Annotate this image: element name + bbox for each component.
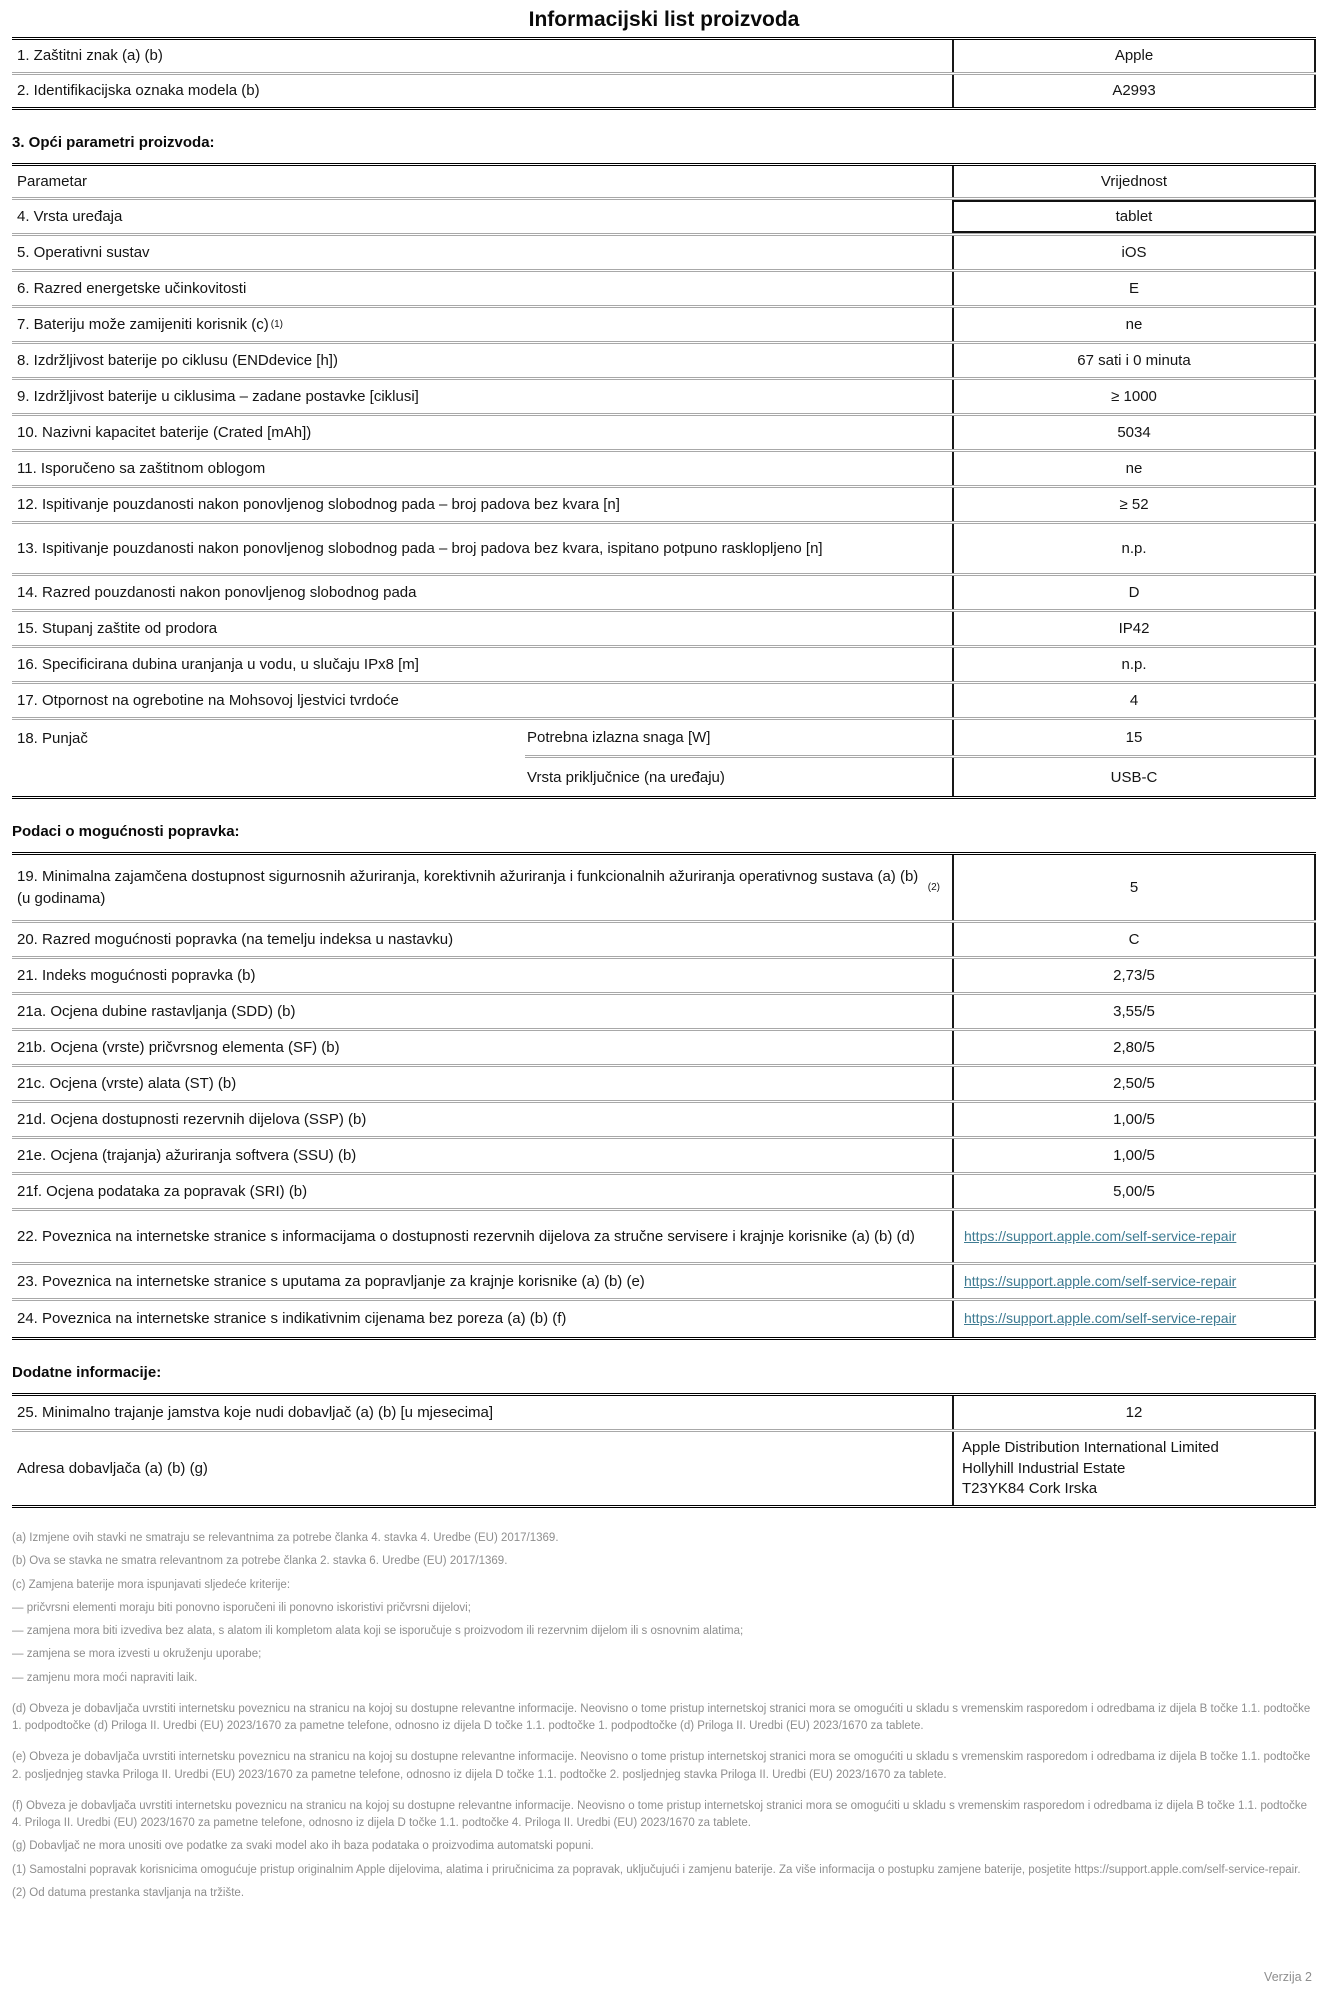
row-label: 23. Poveznica na internetske stranice s uputama za popravljanje za krajnje korisnike (a) (b) (e) (17, 1272, 645, 1290)
row-label: 13. Ispitivanje pouzdanosti nakon ponovljenog slobodnog pada – broj padova bez kvara, ispitano potpuno rasklopljeno [n] (17, 539, 823, 557)
sub-row-value: USB-C (952, 758, 1316, 796)
table-row (12, 1396, 1316, 1432)
row-label: 21b. Ocjena (vrste) pričvrsnog elementa (SF) (b) (17, 1038, 340, 1056)
section-heading-repair: Podaci o mogućnosti popravka: (12, 823, 240, 841)
table-row (12, 1103, 1316, 1139)
row-label: 25. Minimalno trajanje jamstva koje nudi dobavljač (a) (b) [u mjesecima] (17, 1403, 494, 1421)
row-label: 4. Vrsta uređaja (17, 207, 123, 225)
row-value: 12 (952, 1396, 1316, 1429)
row-value (952, 1301, 1316, 1337)
footnote-f: (f) Obveza je dobavljača uvrstiti internetsku poveznicu na stranicu na kojoj su dostupne relevantne informacije. Neovisno o tome pristup internetskoj stranici mora se omogućiti u skladu s vremenskim rasporedom i odredbama iz dijela B točke 1.1. podtočke 4. Priloga II. Uredbi (EU) 2023/1670 za pametne telefone, odnosno iz dijela D točke 1.1. podtočke 4. Priloga II. Uredbi (EU) 2023/1670 za tablete. (12, 1799, 1308, 1829)
repairability-table (12, 852, 1316, 1340)
table-header-row (12, 166, 1316, 201)
row-label: 11. Isporučeno sa zaštitnom oblogom (17, 459, 266, 477)
footnote-ref-2: (2) (927, 881, 940, 893)
row-label: 16. Specificirana dubina uranjanja u vodu, u slučaju IPx8 [m] (17, 655, 419, 673)
row-value: D (952, 576, 1316, 609)
row-label: Adresa dobavljača (a) (b) (g) (17, 1459, 208, 1477)
charger-sub-row (525, 720, 1316, 758)
section-heading-additional: Dodatne informacije: (12, 1364, 162, 1382)
row-label: 9. Izdržljivost baterije u ciklusima – zadane postavke [ciklusi] (17, 387, 419, 405)
row-label: 6. Razred energetske učinkovitosti (17, 279, 247, 297)
table-row (12, 488, 1316, 524)
row-label: 15. Stupanj zaštite od prodora (17, 619, 218, 637)
address-line: Hollyhill Industrial Estate (962, 1459, 1126, 1477)
section-heading-general: 3. Opći parametri proizvoda: (12, 133, 215, 151)
row-value: 2,73/5 (952, 959, 1316, 992)
row-value: 5 (952, 855, 1316, 920)
row-value: n.p. (952, 648, 1316, 681)
table-row (12, 576, 1316, 612)
repair-instructions-link[interactable]: https://support.apple.com/self-service-repair (964, 1272, 1237, 1289)
row-value: ne (952, 452, 1316, 485)
footnote-c-item: — zamjena mora biti izvediva bez alata, s alatom ili kompletom alata koji se isporučuje s proizvodom ili rezervnim dijelom ili s osnovnim alatima; (12, 1625, 744, 1637)
row-value: 3,55/5 (952, 995, 1316, 1028)
row-value: C (952, 923, 1316, 956)
address-line: Apple Distribution International Limited (962, 1439, 1219, 1457)
supplier-address (952, 1432, 1316, 1505)
row-label: 21a. Ocjena dubine rastavljanja (SDD) (b) (17, 1002, 296, 1020)
table-row (12, 1211, 1316, 1265)
footnote-c-item: — zamjenu mora moći napraviti laik. (12, 1671, 198, 1684)
table-row (12, 308, 1316, 344)
row-label: 22. Poveznica na internetske stranice s informacijama o dostupnosti rezervnih dijelova za stručne servisere i krajnje korisnike (a) (b) (d) (17, 1227, 915, 1245)
table-row (12, 995, 1316, 1031)
supplier-address-row (12, 1432, 1316, 1505)
table-row (12, 1139, 1316, 1175)
footnote-c: (c) Zamjena baterije mora ispunjavati sljedeće kriterije: (12, 1578, 291, 1591)
charger-sub-row (525, 758, 1316, 796)
table-row (12, 1031, 1316, 1067)
row-label: 5. Operativni sustav (17, 243, 150, 261)
table-row (12, 416, 1316, 452)
sub-row-label: Vrsta priključnice (na uređaju) (527, 768, 725, 786)
row-value (952, 1211, 1316, 1262)
charger-row (12, 720, 1316, 796)
table-row (12, 1265, 1316, 1301)
table-row (12, 1175, 1316, 1211)
additional-information-table (12, 1393, 1316, 1508)
row-value: 1,00/5 (952, 1103, 1316, 1136)
table-row (12, 380, 1316, 416)
row-value: 5034 (952, 416, 1316, 449)
table-row (12, 1067, 1316, 1103)
row-label: 18. Punjač (17, 730, 88, 748)
table-row (12, 1301, 1316, 1337)
row-value: ne (952, 308, 1316, 341)
row-label: 17. Otpornost na ogrebotine na Mohsovoj ljestvici tvrdoće (17, 691, 399, 709)
footnote-a: (a) Izmjene ovih stavki ne smatraju se relevantnima za potrebe članka 4. stavka 4. Uredbe (EU) 2017/1369. (12, 1532, 559, 1544)
table-row (12, 524, 1316, 576)
table-row (12, 612, 1316, 648)
column-header-parameter: Parametar (17, 172, 88, 190)
table-row (12, 959, 1316, 995)
table-row (12, 855, 1316, 923)
general-parameters-table (12, 163, 1316, 800)
row-label: 14. Razred pouzdanosti nakon ponovljenog slobodnog pada (17, 583, 417, 601)
row-value: IP42 (952, 612, 1316, 645)
footnote-ref-1: (1) (270, 318, 283, 330)
row-label: 21e. Ocjena (trajanja) ažuriranja softvera (SSU) (b) (17, 1146, 357, 1164)
row-value: 67 sati i 0 minuta (952, 344, 1316, 377)
table-row (12, 684, 1316, 720)
table-row (12, 272, 1316, 308)
footnote-b: (b) Ova se stavka ne smatra relevantnom za potrebe članka 2. stavka 6. Uredbe (EU) 2017/1369. (12, 1555, 508, 1568)
row-label: 24. Poveznica na internetske stranice s indikativnim cijenama bez poreza (a) (b) (f) (17, 1310, 567, 1328)
row-label: 21. Indeks mogućnosti popravka (b) (17, 966, 256, 984)
footnote-1: (1) Samostalni popravak korisnicima omogućuje pristup originalnim Apple dijelovima, alatima i priručnicima za popravak, uključujući i zamjenu baterije. Za više informacija o postupku zamjene baterije, posjetite https://support.apple.com/self-service-repair. (12, 1863, 1301, 1876)
row-value (952, 1265, 1316, 1298)
table-row (12, 236, 1316, 272)
row-label: 1. Zaštitni znak (a) (b) (17, 47, 163, 64)
row-label: 10. Nazivni kapacitet baterije (Crated [mAh]) (17, 423, 312, 441)
column-header-value: Vrijednost (952, 166, 1316, 198)
row-value: E (952, 272, 1316, 305)
row-label: 21f. Ocjena podataka za popravak (SRI) (b) (17, 1182, 308, 1200)
table-row (12, 200, 1316, 236)
row-value: 2,50/5 (952, 1067, 1316, 1100)
table-row (12, 452, 1316, 488)
footnote-c-item: — zamjena se mora izvesti u okruženju uporabe; (12, 1648, 262, 1661)
footnote-2: (2) Od datuma prestanka stavljanja na tržište. (12, 1886, 245, 1899)
sub-row-value: 15 (952, 720, 1316, 755)
row-value: n.p. (952, 524, 1316, 573)
footnote-c-item: — pričvrsni elementi moraju biti ponovno isporučeni ili ponovno iskoristivi pričvrsni dijelovi; (12, 1601, 471, 1614)
footnotes (12, 1530, 1316, 1902)
charger-subtable (525, 720, 1316, 796)
page-title: Informacijski list proizvoda (528, 8, 800, 31)
row-value: Apple (952, 40, 1316, 72)
table-row (12, 40, 1316, 75)
row-label: 21d. Ocjena dostupnosti rezervnih dijelova (SSP) (b) (17, 1110, 367, 1128)
identification-table (12, 37, 1316, 110)
table-row (12, 344, 1316, 380)
table-row (12, 648, 1316, 684)
row-value: A2993 (952, 75, 1316, 107)
indicative-prices-link[interactable]: https://support.apple.com/self-service-repair (964, 1310, 1237, 1327)
version-label: Verzija 2 (1264, 1970, 1312, 1984)
row-value: 4 (952, 684, 1316, 717)
row-value: ≥ 52 (952, 488, 1316, 521)
footnote-d: (d) Obveza je dobavljača uvrstiti internetsku poveznicu na stranicu na kojoj su dostupne relevantne informacije. Neovisno o tome pristup internetskoj stranici mora se omogućiti u skladu s vremenskim rasporedom i odredbama iz dijela B točke 1.1. podtočke 1. podpodtočke (d) Priloga II. Uredbi (EU) 2023/1670 za pametne telefone, odnosno iz dijela D točke 1.1. podtočke 1. podpodtočke (d) Priloga II. Uredbi (EU) 2023/1670 za tablete. (12, 1702, 1311, 1732)
table-row (12, 75, 1316, 107)
row-label-text: 19. Minimalna zajamčena dostupnost sigurnosnih ažuriranja, korektivnih ažuriranja i funkcionalnih ažuriranja operativnog sustava (a) (b) (u godinama) (17, 868, 919, 907)
row-label (12, 308, 952, 341)
row-label: 12. Ispitivanje pouzdanosti nakon ponovljenog slobodnog pada – broj padova bez kvara [n] (17, 495, 620, 513)
row-label: 8. Izdržljivost baterije po ciklusu (ENDdevice [h]) (17, 351, 338, 369)
spare-parts-link[interactable]: https://support.apple.com/self-service-repair (964, 1227, 1237, 1244)
table-row (12, 923, 1316, 959)
footnote-e: (e) Obveza je dobavljača uvrstiti internetsku poveznicu na stranicu na kojoj su dostupne relevantne informacije. Neovisno o tome pristup internetskoj stranici mora se omogućiti u skladu s vremenskim rasporedom i odredbama iz dijela B točke 1.1. podtočke 2. posljednjeg stavka Priloga II. Uredbi (EU) 2023/1670 za pametne telefone, odnosno iz dijela D točke 1.1. podtočke 2. posljednjeg stavka Priloga II. Uredbi (EU) 2023/1670 za tablete. (12, 1751, 1311, 1781)
address-line: T23YK84 Cork Irska (962, 1479, 1098, 1497)
row-value: ≥ 1000 (952, 380, 1316, 413)
row-value: iOS (952, 236, 1316, 269)
row-label: 21c. Ocjena (vrste) alata (ST) (b) (17, 1074, 237, 1092)
row-label: 20. Razred mogućnosti popravka (na temelju indeksa u nastavku) (17, 930, 454, 948)
sub-row-label: Potrebna izlazna snaga [W] (527, 729, 711, 747)
row-value: 5,00/5 (952, 1175, 1316, 1208)
footnote-g: (g) Dobavljač ne mora unositi ove podatke za svaki model ako ih baza podataka o proizvodima automatski popuni. (12, 1840, 594, 1853)
row-value: tablet (952, 200, 1316, 233)
row-label: 2. Identifikacijska oznaka modela (b) (17, 81, 260, 99)
row-label-text: 7. Bateriju može zamijeniti korisnik (c) (17, 315, 269, 333)
row-label (12, 855, 952, 920)
row-value: 2,80/5 (952, 1031, 1316, 1064)
row-value: 1,00/5 (952, 1139, 1316, 1172)
